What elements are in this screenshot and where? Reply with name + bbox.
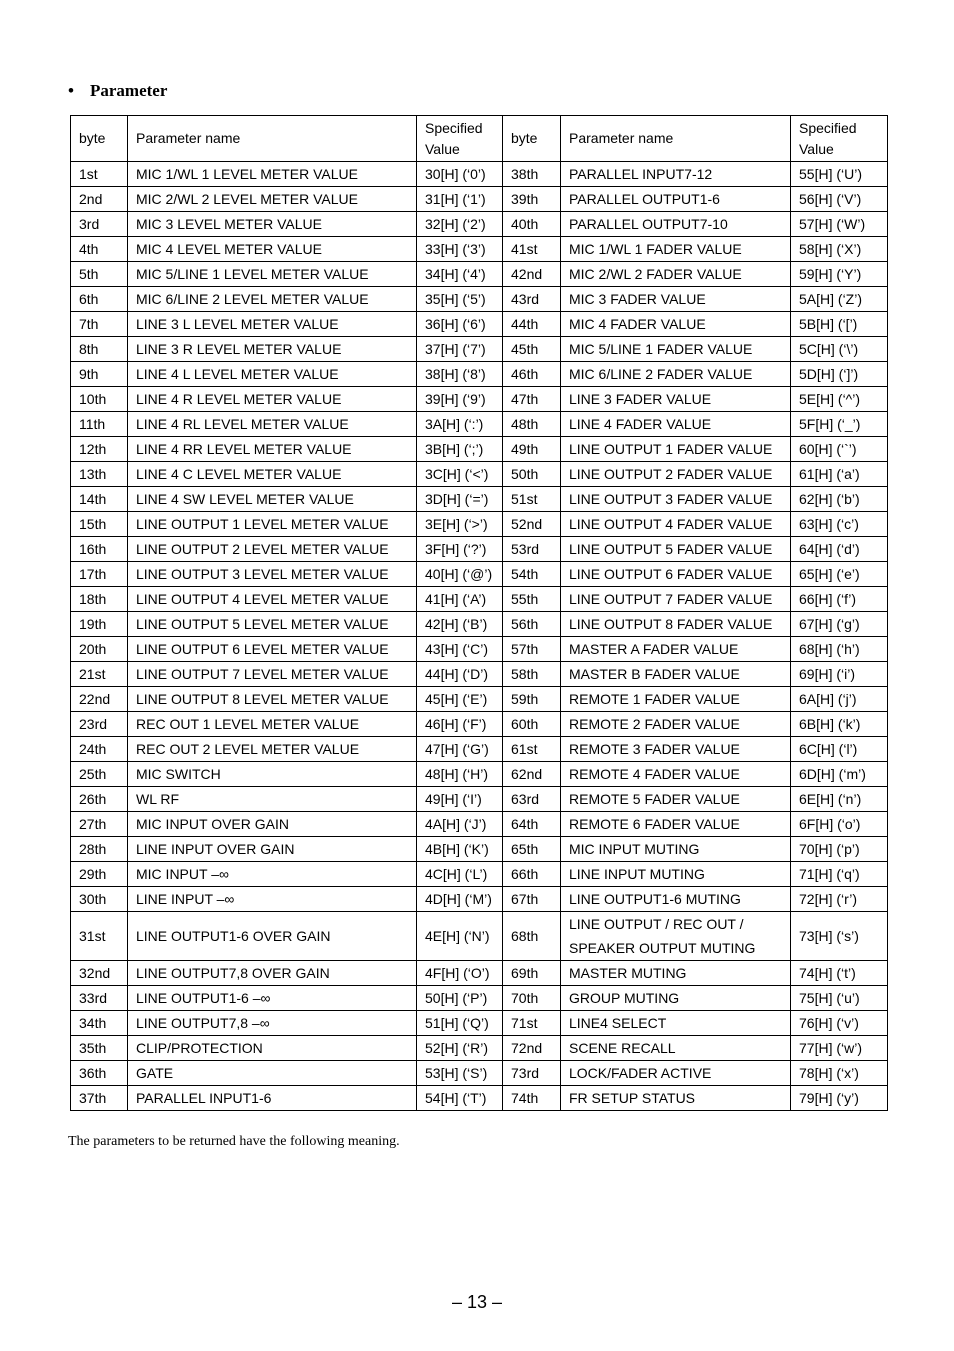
parameter-name-cell: MIC 2/WL 2 FADER VALUE xyxy=(561,262,791,287)
table-row xyxy=(71,687,888,712)
specified-value-cell: 57[H] (‘W’) xyxy=(791,212,888,237)
byte-cell: 25th xyxy=(71,762,128,787)
parameter-name-cell: PARALLEL OUTPUT1-6 xyxy=(561,187,791,212)
byte-cell: 61st xyxy=(503,737,561,762)
table-row xyxy=(71,1036,888,1061)
byte-cell: 12th xyxy=(71,437,128,462)
specified-value-cell: 44[H] (‘D’) xyxy=(417,662,503,687)
byte-cell: 9th xyxy=(71,362,128,387)
byte-cell: 18th xyxy=(71,587,128,612)
byte-cell: 74th xyxy=(503,1086,561,1111)
parameter-name-cell: PARALLEL OUTPUT7-10 xyxy=(561,212,791,237)
parameter-name-cell: LINE OUTPUT 5 LEVEL METER VALUE xyxy=(128,612,417,637)
specified-value-cell: 73[H] (‘s’) xyxy=(791,912,888,961)
byte-cell: 11th xyxy=(71,412,128,437)
specified-value-cell: 65[H] (‘e’) xyxy=(791,562,888,587)
specified-value-cell: 5C[H] (‘\’) xyxy=(791,337,888,362)
parameter-name-cell: REC OUT 2 LEVEL METER VALUE xyxy=(128,737,417,762)
byte-cell: 38th xyxy=(503,162,561,187)
specified-value-cell: 39[H] (‘9’) xyxy=(417,387,503,412)
byte-cell: 1st xyxy=(71,162,128,187)
parameter-name-cell: LOCK/FADER ACTIVE xyxy=(561,1061,791,1086)
byte-cell: 47th xyxy=(503,387,561,412)
table-row xyxy=(71,262,888,287)
specified-value-cell: 71[H] (‘q’) xyxy=(791,862,888,887)
table-body xyxy=(71,162,888,1111)
parameter-name-cell: LINE OUTPUT 2 FADER VALUE xyxy=(561,462,791,487)
specified-value-cell: 61[H] (‘a’) xyxy=(791,462,888,487)
specified-value-cell: 67[H] (‘g’) xyxy=(791,612,888,637)
specified-value-cell: 32[H] (‘2’) xyxy=(417,212,503,237)
table-row xyxy=(71,187,888,212)
specified-value-cell: 51[H] (‘Q’) xyxy=(417,1011,503,1036)
byte-cell: 37th xyxy=(71,1086,128,1111)
byte-cell: 48th xyxy=(503,412,561,437)
parameter-name-cell: WL RF xyxy=(128,787,417,812)
specified-value-cell: 30[H] (‘0’) xyxy=(417,162,503,187)
parameter-name-cell: LINE OUTPUT 1 LEVEL METER VALUE xyxy=(128,512,417,537)
parameter-name-cell: LINE OUTPUT 7 FADER VALUE xyxy=(561,587,791,612)
table-row xyxy=(71,612,888,637)
table-row xyxy=(71,887,888,912)
parameter-name-cell: LINE OUTPUT 3 LEVEL METER VALUE xyxy=(128,562,417,587)
table-row xyxy=(71,912,888,961)
specified-value-cell: 6C[H] (‘l’) xyxy=(791,737,888,762)
byte-cell: 70th xyxy=(503,986,561,1011)
specified-value-cell: 62[H] (‘b’) xyxy=(791,487,888,512)
parameter-name-cell: LINE 4 RR LEVEL METER VALUE xyxy=(128,437,417,462)
parameter-name-cell: REMOTE 6 FADER VALUE xyxy=(561,812,791,837)
byte-cell: 34th xyxy=(71,1011,128,1036)
parameter-name-cell: MASTER B FADER VALUE xyxy=(561,662,791,687)
parameter-name-cell: REMOTE 5 FADER VALUE xyxy=(561,787,791,812)
parameter-name-cell: MIC 3 FADER VALUE xyxy=(561,287,791,312)
specified-value-cell: 4C[H] (‘L’) xyxy=(417,862,503,887)
byte-cell: 53rd xyxy=(503,537,561,562)
specified-value-cell: 59[H] (‘Y’) xyxy=(791,262,888,287)
specified-value-cell: 77[H] (‘w’) xyxy=(791,1036,888,1061)
table-row xyxy=(71,986,888,1011)
byte-cell: 50th xyxy=(503,462,561,487)
table-row xyxy=(71,637,888,662)
table-row xyxy=(71,762,888,787)
bullet: • xyxy=(68,81,74,100)
parameter-name-cell: LINE 3 L LEVEL METER VALUE xyxy=(128,312,417,337)
specified-value-cell: 6A[H] (‘j’) xyxy=(791,687,888,712)
byte-cell: 55th xyxy=(503,587,561,612)
parameter-name-cell: MIC INPUT –∞ xyxy=(128,862,417,887)
specified-value-cell: 48[H] (‘H’) xyxy=(417,762,503,787)
parameter-name-cell: LINE OUTPUT 5 FADER VALUE xyxy=(561,537,791,562)
specified-value-cell: 74[H] (‘t’) xyxy=(791,961,888,986)
parameter-name-cell: SCENE RECALL xyxy=(561,1036,791,1061)
table-row xyxy=(71,712,888,737)
byte-cell: 17th xyxy=(71,562,128,587)
byte-cell: 36th xyxy=(71,1061,128,1086)
byte-cell: 58th xyxy=(503,662,561,687)
parameter-name-cell: LINE OUTPUT1-6 OVER GAIN xyxy=(128,912,417,961)
byte-cell: 27th xyxy=(71,812,128,837)
table-row xyxy=(71,437,888,462)
specified-value-cell: 68[H] (‘h’) xyxy=(791,637,888,662)
specified-value-cell: 66[H] (‘f’) xyxy=(791,587,888,612)
parameter-name-cell: LINE OUTPUT 4 LEVEL METER VALUE xyxy=(128,587,417,612)
specified-value-cell: 52[H] (‘R’) xyxy=(417,1036,503,1061)
byte-cell: 13th xyxy=(71,462,128,487)
byte-cell: 6th xyxy=(71,287,128,312)
table-row xyxy=(71,737,888,762)
specified-value-cell: 72[H] (‘r’) xyxy=(791,887,888,912)
byte-cell: 33rd xyxy=(71,986,128,1011)
byte-cell: 73rd xyxy=(503,1061,561,1086)
parameter-name-cell: PARALLEL INPUT7-12 xyxy=(561,162,791,187)
byte-cell: 35th xyxy=(71,1036,128,1061)
specified-value-cell: 69[H] (‘i’) xyxy=(791,662,888,687)
table-row xyxy=(71,337,888,362)
byte-cell: 30th xyxy=(71,887,128,912)
specified-value-cell: 78[H] (‘x’) xyxy=(791,1061,888,1086)
specified-value-cell: 76[H] (‘v’) xyxy=(791,1011,888,1036)
byte-cell: 46th xyxy=(503,362,561,387)
table-row xyxy=(71,312,888,337)
parameter-name-cell: LINE OUTPUT 7 LEVEL METER VALUE xyxy=(128,662,417,687)
parameter-name-cell: LINE OUTPUT 8 FADER VALUE xyxy=(561,612,791,637)
parameter-name-cell: LINE 4 C LEVEL METER VALUE xyxy=(128,462,417,487)
byte-cell: 45th xyxy=(503,337,561,362)
parameter-name-cell: MIC 4 FADER VALUE xyxy=(561,312,791,337)
byte-cell: 57th xyxy=(503,637,561,662)
byte-cell: 62nd xyxy=(503,762,561,787)
parameter-name-cell: LINE OUTPUT7,8 –∞ xyxy=(128,1011,417,1036)
parameter-name-cell: REMOTE 3 FADER VALUE xyxy=(561,737,791,762)
specified-value-cell: 45[H] (‘E’) xyxy=(417,687,503,712)
parameter-name-cell: GROUP MUTING xyxy=(561,986,791,1011)
parameter-table xyxy=(70,115,888,1111)
specified-value-cell: 40[H] (‘@’) xyxy=(417,562,503,587)
byte-cell: 51st xyxy=(503,487,561,512)
table-row xyxy=(71,537,888,562)
parameter-name-cell: LINE 3 R LEVEL METER VALUE xyxy=(128,337,417,362)
parameter-name-cell: REMOTE 4 FADER VALUE xyxy=(561,762,791,787)
parameter-name-cell: LINE4 SELECT xyxy=(561,1011,791,1036)
byte-cell: 52nd xyxy=(503,512,561,537)
specified-value-cell: 5A[H] (‘Z’) xyxy=(791,287,888,312)
parameter-name-cell: LINE OUTPUT7,8 OVER GAIN xyxy=(128,961,417,986)
specified-value-cell: 41[H] (‘A’) xyxy=(417,587,503,612)
table-row xyxy=(71,961,888,986)
specified-value-cell: 60[H] (‘`’) xyxy=(791,437,888,462)
table-row xyxy=(71,562,888,587)
byte-cell: 21st xyxy=(71,662,128,687)
table-row xyxy=(71,837,888,862)
byte-cell: 29th xyxy=(71,862,128,887)
parameter-name-cell: PARALLEL INPUT1-6 xyxy=(128,1086,417,1111)
specified-value-cell: 5E[H] (‘^’) xyxy=(791,387,888,412)
table-row xyxy=(71,387,888,412)
parameter-name-cell: LINE 4 FADER VALUE xyxy=(561,412,791,437)
specified-value-cell: 4D[H] (‘M’) xyxy=(417,887,503,912)
parameter-name-cell: LINE OUTPUT1-6 MUTING xyxy=(561,887,791,912)
byte-cell: 44th xyxy=(503,312,561,337)
specified-value-cell: 79[H] (‘y’) xyxy=(791,1086,888,1111)
parameter-name-cell: LINE OUTPUT 3 FADER VALUE xyxy=(561,487,791,512)
byte-cell: 54th xyxy=(503,562,561,587)
specified-value-cell: 42[H] (‘B’) xyxy=(417,612,503,637)
byte-cell: 69th xyxy=(503,961,561,986)
byte-cell: 63rd xyxy=(503,787,561,812)
parameter-name-cell: MIC INPUT MUTING xyxy=(561,837,791,862)
specified-value-cell: 4E[H] (‘N’) xyxy=(417,912,503,961)
specified-value-cell: 3E[H] (‘>’) xyxy=(417,512,503,537)
specified-value-cell: 55[H] (‘U’) xyxy=(791,162,888,187)
parameter-name-cell: MIC 3 LEVEL METER VALUE xyxy=(128,212,417,237)
parameter-name-cell: LINE INPUT MUTING xyxy=(561,862,791,887)
byte-cell: 66th xyxy=(503,862,561,887)
table-row xyxy=(71,787,888,812)
table-header-row xyxy=(71,116,888,162)
table-row xyxy=(71,237,888,262)
specified-value-cell: 4F[H] (‘O’) xyxy=(417,961,503,986)
parameter-name-cell: MIC SWITCH xyxy=(128,762,417,787)
byte-cell: 72nd xyxy=(503,1036,561,1061)
table-row xyxy=(71,287,888,312)
parameter-name-cell: MIC 5/LINE 1 LEVEL METER VALUE xyxy=(128,262,417,287)
byte-cell: 67th xyxy=(503,887,561,912)
parameter-name-cell: LINE 4 RL LEVEL METER VALUE xyxy=(128,412,417,437)
specified-value-cell: 6E[H] (‘n’) xyxy=(791,787,888,812)
byte-cell: 59th xyxy=(503,687,561,712)
specified-value-cell: 56[H] (‘V’) xyxy=(791,187,888,212)
parameter-name-cell: LINE OUTPUT 6 LEVEL METER VALUE xyxy=(128,637,417,662)
specified-value-cell: 49[H] (‘I’) xyxy=(417,787,503,812)
page-number: – 13 – xyxy=(451,1292,503,1312)
byte-cell: 7th xyxy=(71,312,128,337)
byte-cell: 20th xyxy=(71,637,128,662)
byte-cell: 5th xyxy=(71,262,128,287)
table-row xyxy=(71,862,888,887)
table-row xyxy=(71,412,888,437)
specified-value-cell: 35[H] (‘5’) xyxy=(417,287,503,312)
parameter-name-cell: MIC 6/LINE 2 FADER VALUE xyxy=(561,362,791,387)
parameter-name-cell: LINE 4 L LEVEL METER VALUE xyxy=(128,362,417,387)
byte-cell: 22nd xyxy=(71,687,128,712)
parameter-name-cell: CLIP/PROTECTION xyxy=(128,1036,417,1061)
table-row xyxy=(71,587,888,612)
parameter-name-cell: MASTER MUTING xyxy=(561,961,791,986)
parameter-name-cell: FR SETUP STATUS xyxy=(561,1086,791,1111)
section-title: Parameter xyxy=(90,81,168,100)
header-byte-2: byte xyxy=(503,116,561,162)
parameter-name-cell: MIC 6/LINE 2 LEVEL METER VALUE xyxy=(128,287,417,312)
parameter-name-cell: LINE OUTPUT1-6 –∞ xyxy=(128,986,417,1011)
table-row xyxy=(71,1061,888,1086)
byte-cell: 60th xyxy=(503,712,561,737)
specified-value-cell: 3C[H] (‘<’) xyxy=(417,462,503,487)
table-row xyxy=(71,1011,888,1036)
specified-value-cell: 6F[H] (‘o’) xyxy=(791,812,888,837)
specified-value-cell: 36[H] (‘6’) xyxy=(417,312,503,337)
parameter-name-cell: MASTER A FADER VALUE xyxy=(561,637,791,662)
specified-value-cell: 5B[H] (‘[’) xyxy=(791,312,888,337)
specified-value-cell: 50[H] (‘P’) xyxy=(417,986,503,1011)
header-parameter-name-2: Parameter name xyxy=(561,116,791,162)
byte-cell: 42nd xyxy=(503,262,561,287)
parameter-name-cell: REMOTE 1 FADER VALUE xyxy=(561,687,791,712)
parameter-name-cell: MIC 1/WL 1 FADER VALUE xyxy=(561,237,791,262)
table-row xyxy=(71,512,888,537)
header-specified-value-2: Specified Value xyxy=(791,116,888,162)
specified-value-cell: 43[H] (‘C’) xyxy=(417,637,503,662)
specified-value-cell: 64[H] (‘d’) xyxy=(791,537,888,562)
parameter-name-cell: MIC 5/LINE 1 FADER VALUE xyxy=(561,337,791,362)
table-row xyxy=(71,212,888,237)
specified-value-cell: 31[H] (‘1’) xyxy=(417,187,503,212)
specified-value-cell: 37[H] (‘7’) xyxy=(417,337,503,362)
byte-cell: 32nd xyxy=(71,961,128,986)
byte-cell: 43rd xyxy=(503,287,561,312)
specified-value-cell: 63[H] (‘c’) xyxy=(791,512,888,537)
specified-value-cell: 3D[H] (‘=’) xyxy=(417,487,503,512)
byte-cell: 40th xyxy=(503,212,561,237)
specified-value-cell: 6D[H] (‘m’) xyxy=(791,762,888,787)
specified-value-cell: 47[H] (‘G’) xyxy=(417,737,503,762)
specified-value-cell: 70[H] (‘p’) xyxy=(791,837,888,862)
table-row xyxy=(71,487,888,512)
parameter-name-cell: LINE 4 R LEVEL METER VALUE xyxy=(128,387,417,412)
specified-value-cell: 34[H] (‘4’) xyxy=(417,262,503,287)
byte-cell: 56th xyxy=(503,612,561,637)
table-row xyxy=(71,162,888,187)
parameter-name-cell: LINE OUTPUT 8 LEVEL METER VALUE xyxy=(128,687,417,712)
byte-cell: 15th xyxy=(71,512,128,537)
parameter-name-cell: MIC 4 LEVEL METER VALUE xyxy=(128,237,417,262)
parameter-name-cell: LINE 4 SW LEVEL METER VALUE xyxy=(128,487,417,512)
byte-cell: 49th xyxy=(503,437,561,462)
table-row xyxy=(71,1086,888,1111)
byte-cell: 8th xyxy=(71,337,128,362)
specified-value-cell: 5F[H] (‘_’) xyxy=(791,412,888,437)
parameter-name-cell: LINE OUTPUT / REC OUT / SPEAKER OUTPUT MUTING xyxy=(561,912,791,961)
byte-cell: 26th xyxy=(71,787,128,812)
parameter-name-cell: GATE xyxy=(128,1061,417,1086)
parameter-name-cell: LINE INPUT OVER GAIN xyxy=(128,837,417,862)
byte-cell: 10th xyxy=(71,387,128,412)
parameter-name-cell: MIC INPUT OVER GAIN xyxy=(128,812,417,837)
byte-cell: 41st xyxy=(503,237,561,262)
byte-cell: 3rd xyxy=(71,212,128,237)
byte-cell: 64th xyxy=(503,812,561,837)
parameter-name-cell: LINE 3 FADER VALUE xyxy=(561,387,791,412)
specified-value-cell: 53[H] (‘S’) xyxy=(417,1061,503,1086)
byte-cell: 4th xyxy=(71,237,128,262)
parameter-name-cell: MIC 2/WL 2 LEVEL METER VALUE xyxy=(128,187,417,212)
table-row xyxy=(71,662,888,687)
specified-value-cell: 33[H] (‘3’) xyxy=(417,237,503,262)
specified-value-cell: 75[H] (‘u’) xyxy=(791,986,888,1011)
specified-value-cell: 3F[H] (‘?’) xyxy=(417,537,503,562)
specified-value-cell: 3A[H] (‘:’) xyxy=(417,412,503,437)
byte-cell: 31st xyxy=(71,912,128,961)
table-row xyxy=(71,812,888,837)
parameter-name-cell: LINE OUTPUT 4 FADER VALUE xyxy=(561,512,791,537)
byte-cell: 16th xyxy=(71,537,128,562)
parameter-name-cell: MIC 1/WL 1 LEVEL METER VALUE xyxy=(128,162,417,187)
specified-value-cell: 3B[H] (‘;’) xyxy=(417,437,503,462)
parameter-name-cell: LINE OUTPUT 6 FADER VALUE xyxy=(561,562,791,587)
section-heading xyxy=(68,81,167,101)
byte-cell: 19th xyxy=(71,612,128,637)
byte-cell: 65th xyxy=(503,837,561,862)
byte-cell: 68th xyxy=(503,912,561,961)
table-row xyxy=(71,462,888,487)
header-specified-value: Specified Value xyxy=(417,116,503,162)
specified-value-cell: 4A[H] (‘J’) xyxy=(417,812,503,837)
byte-cell: 28th xyxy=(71,837,128,862)
byte-cell: 2nd xyxy=(71,187,128,212)
specified-value-cell: 6B[H] (‘k’) xyxy=(791,712,888,737)
parameter-name-cell: LINE OUTPUT 2 LEVEL METER VALUE xyxy=(128,537,417,562)
parameter-name-cell: REMOTE 2 FADER VALUE xyxy=(561,712,791,737)
byte-cell: 39th xyxy=(503,187,561,212)
parameter-name-cell: REC OUT 1 LEVEL METER VALUE xyxy=(128,712,417,737)
specified-value-cell: 38[H] (‘8’) xyxy=(417,362,503,387)
specified-value-cell: 46[H] (‘F’) xyxy=(417,712,503,737)
byte-cell: 24th xyxy=(71,737,128,762)
header-byte: byte xyxy=(71,116,128,162)
specified-value-cell: 4B[H] (‘K’) xyxy=(417,837,503,862)
byte-cell: 14th xyxy=(71,487,128,512)
byte-cell: 23rd xyxy=(71,712,128,737)
note-text: The parameters to be returned have the following meaning. xyxy=(68,1134,400,1149)
specified-value-cell: 58[H] (‘X’) xyxy=(791,237,888,262)
byte-cell: 71st xyxy=(503,1011,561,1036)
table-row xyxy=(71,362,888,387)
parameter-name-cell: LINE INPUT –∞ xyxy=(128,887,417,912)
specified-value-cell: 5D[H] (‘]’) xyxy=(791,362,888,387)
header-parameter-name: Parameter name xyxy=(128,116,417,162)
specified-value-cell: 54[H] (‘T’) xyxy=(417,1086,503,1111)
parameter-name-cell: LINE OUTPUT 1 FADER VALUE xyxy=(561,437,791,462)
